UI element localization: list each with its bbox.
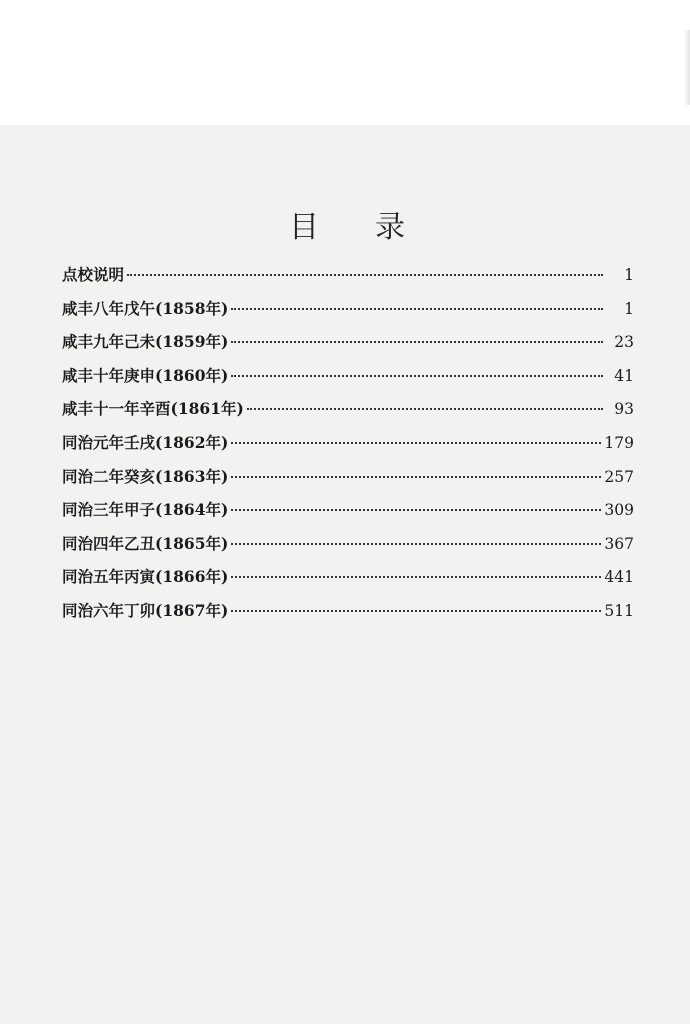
top-margin: [0, 0, 690, 125]
toc-entry-label: 咸丰八年戊午(1858年): [62, 298, 229, 318]
toc-entry-label: 咸丰九年己未(1859年): [62, 332, 229, 352]
toc-entry-label: 同治五年丙寅(1866年): [62, 567, 229, 587]
dot-leader: [231, 375, 603, 377]
toc-entry[interactable]: [62, 297, 634, 331]
dot-leader: [231, 442, 601, 444]
toc-entry-label: 点校说明: [62, 265, 125, 284]
toc-entry-page: 23: [614, 333, 634, 352]
toc-entry[interactable]: [62, 599, 634, 633]
toc-entry[interactable]: [62, 397, 634, 431]
dot-leader: [231, 509, 601, 511]
table-of-contents: [62, 263, 634, 633]
page-edge-mark: [684, 30, 690, 105]
toc-entry-page: 179: [604, 433, 634, 452]
toc-entry[interactable]: [62, 565, 634, 599]
dot-leader: [231, 576, 601, 578]
toc-entry-page: 441: [604, 568, 634, 587]
toc-entry-page: 1: [624, 266, 634, 284]
dot-leader: [231, 308, 603, 310]
toc-entry[interactable]: [62, 465, 634, 499]
toc-entry-label: 咸丰十年庚申(1860年): [62, 365, 229, 385]
toc-entry-page: 367: [604, 534, 634, 553]
dot-leader: [247, 408, 603, 410]
toc-entry-page: 257: [604, 467, 634, 486]
toc-entry-label: 同治二年癸亥(1863年): [62, 466, 229, 486]
dot-leader: [231, 610, 601, 612]
toc-entry-page: 309: [604, 501, 634, 520]
dot-leader: [231, 341, 603, 343]
toc-entry-page: 41: [614, 366, 634, 385]
toc-entry[interactable]: [62, 498, 634, 532]
toc-entry[interactable]: [62, 263, 634, 297]
toc-entry-page: 1: [624, 299, 634, 318]
toc-entry-label: 同治元年壬戌(1862年): [62, 432, 229, 452]
dot-leader: [231, 476, 601, 478]
toc-entry-label: 同治三年甲子(1864年): [62, 500, 229, 520]
dot-leader: [231, 543, 601, 545]
toc-entry-label: 同治四年乙丑(1865年): [62, 533, 229, 553]
toc-entry-page: 93: [614, 400, 634, 419]
page-title: 目录: [289, 210, 461, 246]
toc-entry-label: 同治六年丁卯(1867年): [62, 600, 229, 620]
toc-entry[interactable]: [62, 532, 634, 566]
toc-entry-page: 511: [604, 601, 634, 620]
dot-leader: [127, 274, 603, 276]
toc-entry[interactable]: [62, 330, 634, 364]
toc-entry-label: 咸丰十一年辛酉(1861年): [62, 399, 244, 419]
toc-entry[interactable]: [62, 431, 634, 465]
toc-entry[interactable]: [62, 364, 634, 398]
